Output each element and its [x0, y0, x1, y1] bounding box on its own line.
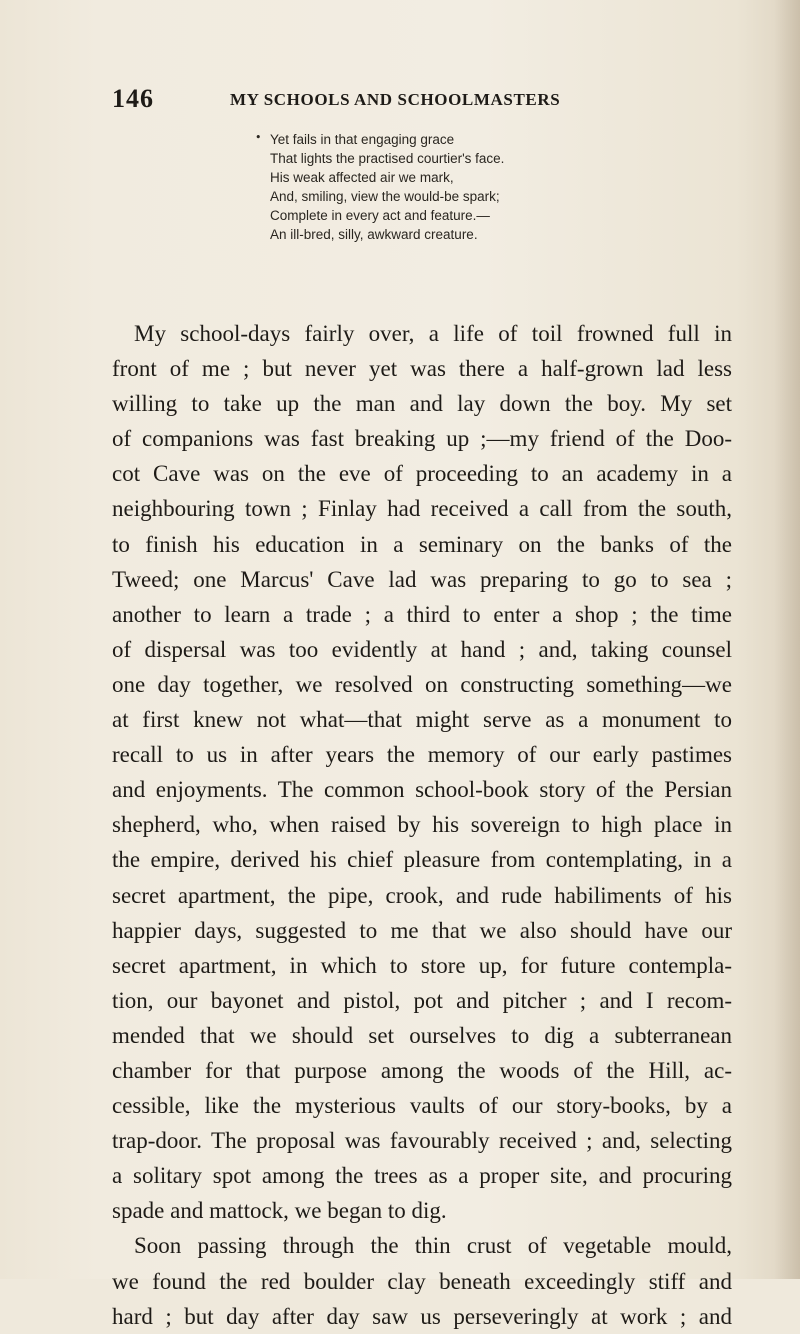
body-line: chamber for that purpose among the woods of the Hill, ac-: [112, 1057, 732, 1083]
body-line: to finish his education in a seminary on the banks of the: [112, 531, 732, 557]
body-line: trap-door. The proposal was favourably received ; and, selecting: [112, 1128, 732, 1154]
body-line: Soon passing through the thin crust of vegetable mould,: [134, 1233, 732, 1259]
body-line: tion, our bayonet and pistol, pot and pitcher ; and I recom-: [112, 987, 732, 1013]
body-line: neighbouring town ; Finlay had received a call from the south,: [112, 496, 732, 522]
body-line: cessible, like the mysterious vaults of our story-books, by a: [112, 1093, 732, 1119]
body-line: another to learn a trade ; a third to enter a shop ; the time: [112, 601, 732, 627]
page-number: 146: [112, 84, 154, 113]
body-line: of dispersal was too evidently at hand ; and, taking counsel: [112, 636, 732, 662]
body-line: shepherd, who, when raised by his sovereign to high place in: [112, 812, 732, 838]
body-line: Tweed; one Marcus' Cave lad was preparing to go to sea ;: [112, 566, 732, 592]
running-title: MY SCHOOLS AND SCHOOLMASTERS: [230, 90, 561, 109]
verse-line: An ill-bred, silly, awkward creature.: [270, 227, 478, 242]
body-line: at first knew not what—that might serve as a monument to: [112, 707, 732, 733]
body-text: [112, 316, 732, 1334]
body-line: front of me ; but never yet was there a half-grown lad less: [112, 356, 732, 382]
body-line: the empire, derived his chief pleasure from contemplating, in a: [112, 847, 732, 873]
body-line: of companions was fast breaking up ;—my friend of the Doo-: [112, 426, 732, 452]
body-line: we found the red boulder clay beneath exceedingly stiff and: [112, 1268, 732, 1294]
running-head: [112, 84, 732, 114]
page-edge-shadow: [774, 0, 800, 1279]
verse-line: That lights the practised courtier's face.: [270, 151, 505, 166]
verse-line: Yet fails in that engaging grace: [270, 132, 455, 147]
verse-mark: •: [255, 131, 262, 144]
body-line: hard ; but day after day saw us perseveringly at work ; and: [112, 1303, 732, 1329]
body-line: one day together, we resolved on constructing something—we: [112, 671, 732, 697]
body-line: secret apartment, in which to store up, for future contempla-: [112, 952, 732, 978]
verse-line: His weak affected air we mark,: [270, 170, 454, 185]
verse-line: Complete in every act and feature.—: [270, 208, 490, 223]
body-line: My school-days fairly over, a life of toil frowned full in: [134, 321, 732, 346]
body-line: secret apartment, the pipe, crook, and rude habiliments of his: [112, 882, 732, 908]
body-line: recall to us in after years the memory of our early pastimes: [112, 742, 732, 768]
body-line: spade and mattock, we began to dig.: [112, 1198, 447, 1224]
body-line: mended that we should set ourselves to dig a subterranean: [112, 1022, 732, 1048]
body-line: cot Cave was on the eve of proceeding to an academy in a: [112, 461, 732, 487]
verse-line: And, smiling, view the would-be spark;: [270, 189, 500, 204]
body-line: happier days, suggested to me that we also should have our: [112, 917, 732, 943]
body-line: and enjoyments. The common school-book story of the Persian: [112, 777, 732, 803]
body-line: willing to take up the man and lay down the boy. My set: [112, 391, 732, 417]
verse-quotation: [270, 130, 690, 244]
body-line: a solitary spot among the trees as a proper site, and procuring: [112, 1163, 732, 1189]
